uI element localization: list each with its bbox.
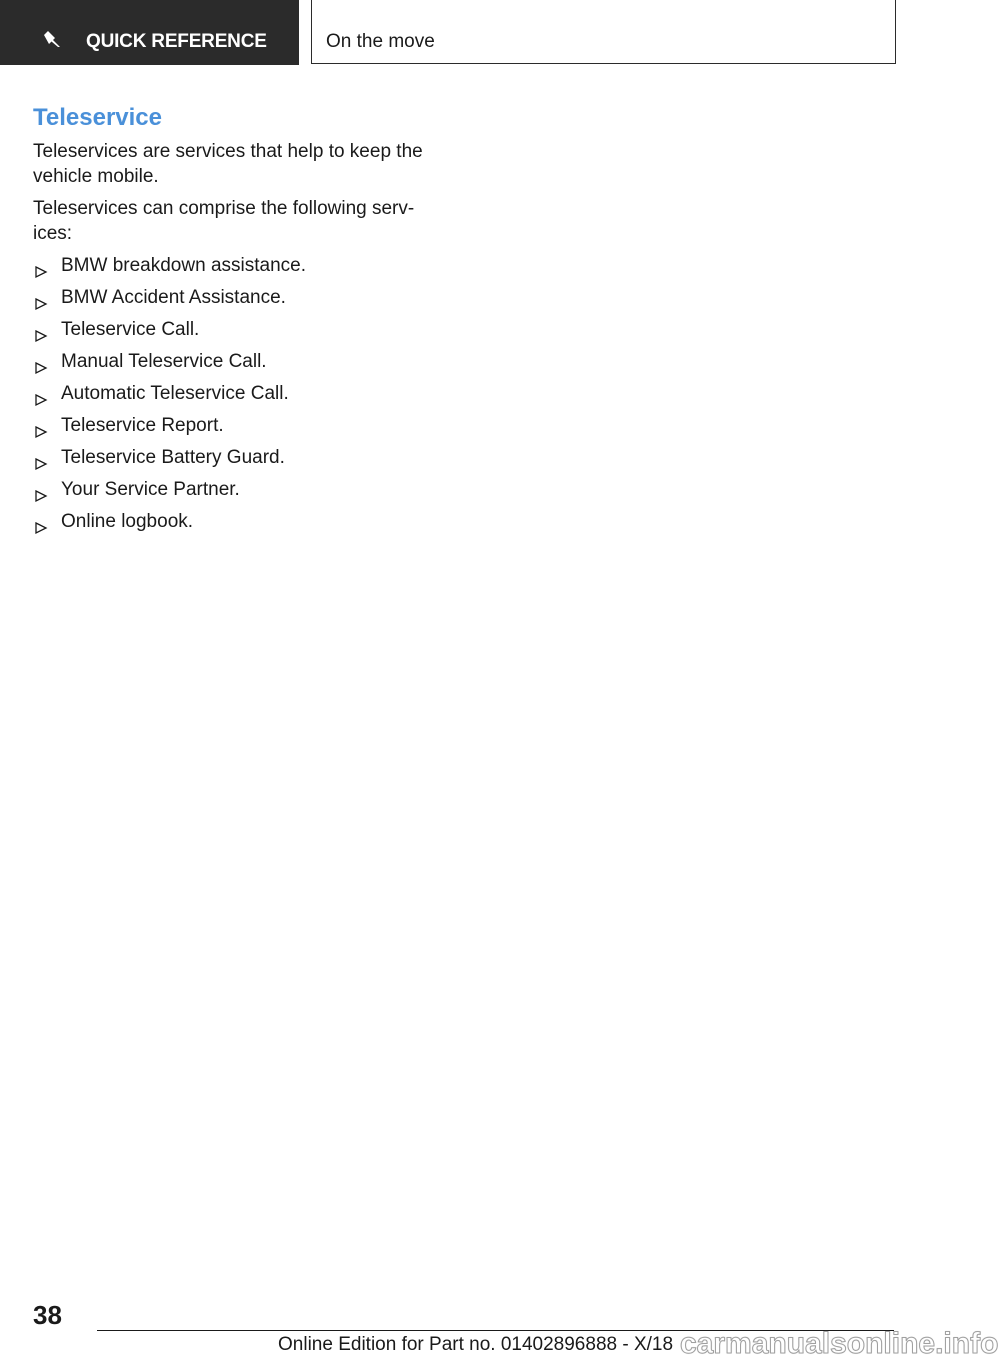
list-item (33, 509, 433, 541)
list-item (33, 349, 433, 381)
section-body (33, 139, 433, 541)
triangle-right-icon (35, 516, 47, 528)
list-item-text: Manual Teleservice Call. (61, 351, 267, 372)
section-tab[interactable] (0, 0, 299, 65)
triangle-right-icon (35, 388, 47, 400)
footer-edition: Online Edition for Part no. 01402896888 - X/18 (278, 1334, 674, 1355)
page-number: 38 (33, 1300, 62, 1330)
watermark: carmanualsonline.info (680, 1327, 998, 1360)
triangle-right-icon (35, 260, 47, 272)
chapter-header (311, 0, 896, 64)
section-heading: Teleservice (33, 104, 162, 131)
services-list (33, 253, 433, 541)
list-item-text: Automatic Teleservice Call. (61, 383, 289, 404)
paragraph-intro: Teleservices are services that help to keep the vehicle mobile. (33, 141, 423, 187)
triangle-right-icon (35, 452, 47, 464)
chapter-title: On the move (326, 31, 435, 52)
list-item-text: Teleservice Report. (61, 415, 224, 436)
triangle-right-icon (35, 420, 47, 432)
list-item (33, 285, 433, 317)
triangle-right-icon (35, 292, 47, 304)
list-item (33, 445, 433, 477)
list-item (33, 317, 433, 349)
list-item-text: BMW Accident Assistance. (61, 287, 286, 308)
list-item-text: Teleservice Battery Guard. (61, 447, 285, 468)
paragraph-list-intro: Teleservices can comprise the following serv‐ ices: (33, 198, 415, 244)
list-item (33, 381, 433, 413)
list-item (33, 477, 433, 509)
list-item (33, 253, 433, 285)
list-item (33, 413, 433, 445)
triangle-right-icon (35, 356, 47, 368)
triangle-right-icon (35, 324, 47, 336)
list-item-text: BMW breakdown assistance. (61, 255, 306, 276)
triangle-right-icon (35, 484, 47, 496)
list-item-text: Online logbook. (61, 511, 194, 532)
list-item-text: Your Service Partner. (61, 479, 240, 500)
pin-icon (41, 28, 65, 52)
section-tab-label: QUICK REFERENCE (86, 31, 267, 52)
list-item-text: Teleservice Call. (61, 319, 200, 340)
